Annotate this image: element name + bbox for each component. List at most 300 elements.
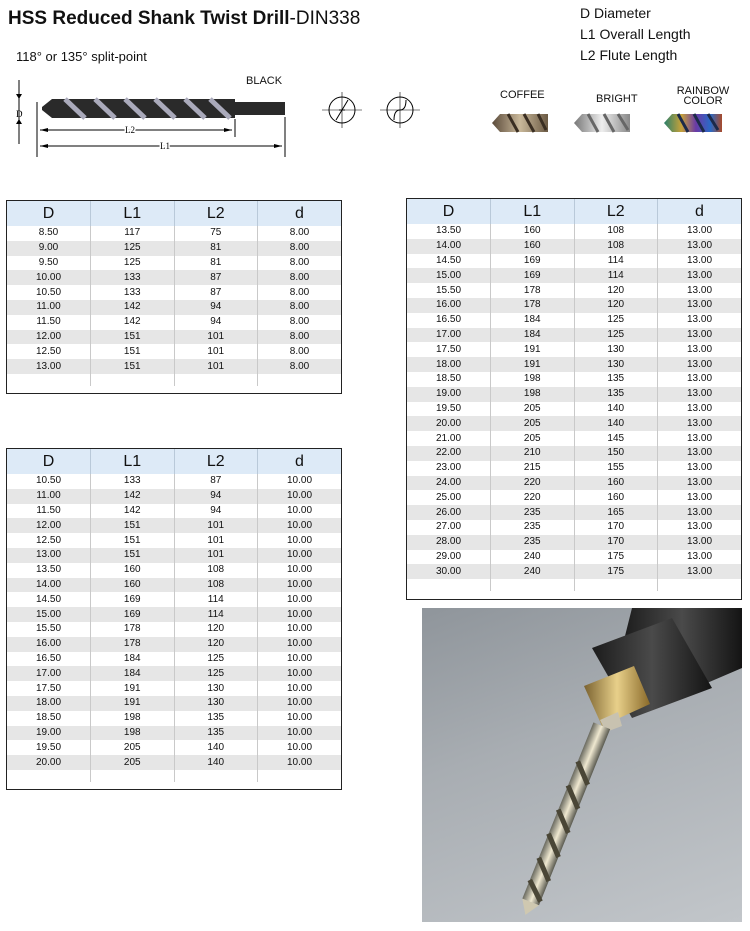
cell-l2: 101: [174, 548, 258, 563]
cell-l1: 169: [91, 607, 175, 622]
cell-diameter: 16.00: [7, 637, 91, 652]
table-row: [7, 592, 341, 607]
legend-flute-length: L2 Flute Length: [580, 47, 678, 63]
cell-diameter: 14.50: [7, 592, 91, 607]
product-photo: [422, 608, 742, 922]
table-row: [7, 518, 341, 533]
cell-diameter: 10.50: [7, 285, 91, 300]
cell-diameter: 19.00: [7, 726, 91, 741]
col-header-d-diameter: D: [7, 201, 91, 226]
finish-bright-label: BRIGHT: [596, 93, 638, 105]
table-row: [7, 755, 341, 770]
cell-diameter: 25.00: [407, 490, 491, 505]
cell-diameter: 21.00: [407, 431, 491, 446]
cell-diameter: 12.50: [7, 344, 91, 359]
cell-shank: 8.00: [258, 270, 342, 285]
table-row: [407, 446, 741, 461]
table-row: [7, 285, 341, 300]
cell-shank: 13.00: [686, 432, 713, 444]
cell-shank: 13.00: [686, 402, 713, 414]
cell-shank: 13.00: [658, 535, 742, 550]
cell-diameter: 18.50: [7, 711, 91, 726]
cell-l1: 220: [491, 476, 575, 491]
cell-l2: 87: [174, 474, 258, 489]
cell-diameter: 23.00: [407, 461, 491, 476]
cell-shank: 13.00: [686, 462, 713, 474]
cell-shank: 8.00: [258, 300, 342, 315]
cell-l2: 175: [574, 564, 658, 579]
table-row: [7, 241, 341, 256]
table-header-row: [407, 199, 741, 224]
cell-diameter: 9.50: [7, 256, 91, 271]
cell-l2: 94: [174, 315, 258, 330]
cell-l1: 125: [91, 241, 175, 256]
cell-l2: 140: [174, 740, 258, 755]
table-row: [7, 726, 341, 741]
cell-l2: 120: [574, 283, 658, 298]
table-row: [7, 270, 341, 285]
cell-l2: 81: [174, 256, 258, 271]
col-header-l1: L1: [91, 201, 175, 226]
cell-l1: 169: [91, 592, 175, 607]
cell-l2: 108: [174, 578, 258, 593]
cell-l1: 198: [91, 726, 175, 741]
cell-diameter: 19.00: [407, 387, 491, 402]
cell-shank: 13.00: [658, 476, 742, 491]
cell-l2: 150: [574, 446, 658, 461]
cell-diameter: 12.50: [7, 533, 91, 548]
cell-diameter: 15.00: [407, 268, 491, 283]
cell-l1: 125: [91, 256, 175, 271]
cell-shank: 13.00: [686, 550, 713, 562]
table-row: [7, 637, 341, 652]
cell-diameter: 14.00: [7, 578, 91, 593]
cell-diameter: 11.50: [7, 315, 91, 330]
cell-shank: 10.00: [258, 607, 342, 622]
table-row: [407, 416, 741, 431]
cell-shank: 13.00: [658, 357, 742, 372]
table-row: [7, 226, 341, 241]
table-row: [7, 533, 341, 548]
table-row: [407, 387, 741, 402]
cell-l1: 160: [491, 224, 575, 239]
table-row: [407, 505, 741, 520]
title-standard: -DIN338: [289, 8, 361, 29]
col-header-l1: L1: [91, 449, 175, 474]
cell-l1: 184: [91, 652, 175, 667]
cell-l1: 142: [91, 315, 175, 330]
finish-coffee-label: COFFEE: [500, 89, 545, 101]
cell-l1: 151: [91, 548, 175, 563]
cell-shank: 10.00: [286, 593, 313, 605]
cell-diameter: 16.00: [407, 298, 491, 313]
cell-l2: 120: [574, 298, 658, 313]
table-row: [7, 740, 341, 755]
drill-shank: [235, 102, 285, 115]
cell-l1: 151: [91, 518, 175, 533]
cell-shank: 13.00: [686, 521, 713, 533]
cell-diameter: 13.00: [7, 548, 91, 563]
cell-diameter: 16.50: [407, 313, 491, 328]
cell-diameter: 22.00: [407, 446, 491, 461]
table-row-empty: [407, 579, 741, 591]
table-header-row: [7, 201, 341, 226]
cell-l1: 205: [91, 755, 175, 770]
coffee-drill-image: [492, 114, 548, 132]
table-row: [407, 550, 741, 565]
cell-l2: 135: [574, 372, 658, 387]
table-row: [407, 520, 741, 535]
table-row: [7, 681, 341, 696]
cell-l2: 130: [574, 342, 658, 357]
cell-diameter: 13.00: [7, 359, 91, 374]
cell-l2: 75: [174, 226, 258, 241]
cell-shank: 8.00: [289, 256, 310, 268]
cell-diameter: 13.50: [407, 224, 491, 239]
cell-diameter: 15.00: [7, 607, 91, 622]
table-row: [407, 268, 741, 283]
cell-shank: 13.00: [686, 491, 713, 503]
cell-l1: 205: [91, 740, 175, 755]
col-header-shank-d: d: [658, 199, 742, 224]
cell-diameter: 9.00: [7, 241, 91, 256]
page-title: [8, 8, 360, 30]
cell-shank: 10.00: [286, 504, 313, 516]
table-header-row: [7, 449, 341, 474]
col-header-l2: L2: [174, 201, 258, 226]
cell-l2: 135: [174, 726, 258, 741]
col-header-d-diameter: D: [407, 199, 491, 224]
cell-diameter: 29.00: [407, 550, 491, 565]
cell-shank: 13.00: [658, 446, 742, 461]
cell-l2: 94: [174, 504, 258, 519]
cell-l1: 178: [491, 298, 575, 313]
cell-l2: 101: [174, 344, 258, 359]
cell-shank: 10.00: [286, 564, 313, 576]
cell-shank: 10.00: [258, 755, 342, 770]
cell-l1: 184: [91, 666, 175, 681]
cell-l1: 220: [491, 490, 575, 505]
cell-diameter: 13.50: [7, 563, 91, 578]
table-shank-8: [6, 200, 342, 394]
cell-shank: 8.00: [258, 330, 342, 345]
cell-diameter: 26.00: [407, 505, 491, 520]
col-header-l1: L1: [491, 199, 575, 224]
cell-l2: 140: [174, 755, 258, 770]
cell-l1: 205: [491, 416, 575, 431]
cell-shank: 13.00: [686, 284, 713, 296]
table-row: [7, 330, 341, 345]
cell-l1: 191: [91, 681, 175, 696]
cell-l1: 142: [91, 489, 175, 504]
table-row: [407, 461, 741, 476]
table-row-empty: [7, 374, 341, 386]
cell-l2: 94: [174, 300, 258, 315]
cell-l1: 240: [491, 550, 575, 565]
l1-label: L1: [160, 141, 170, 151]
table-row: [407, 239, 741, 254]
table-shank-13: [406, 198, 742, 600]
legend-diameter: D Diameter: [580, 5, 651, 21]
finish-black-label: BLACK: [246, 75, 283, 87]
cell-l1: 210: [491, 446, 575, 461]
table-row: [7, 578, 341, 593]
cell-diameter: 18.00: [407, 357, 491, 372]
cell-l2: 87: [174, 270, 258, 285]
cell-l1: 160: [91, 563, 175, 578]
cell-diameter: 17.00: [407, 328, 491, 343]
cell-shank: 10.00: [286, 682, 313, 694]
cell-shank: 13.00: [686, 254, 713, 266]
cell-shank: 8.00: [258, 241, 342, 256]
cell-l1: 169: [491, 268, 575, 283]
l2-label: L2: [125, 125, 135, 135]
cell-l1: 191: [91, 696, 175, 711]
table-row: [7, 652, 341, 667]
point-geometry-icons: [322, 90, 432, 130]
cell-l2: 114: [174, 592, 258, 607]
cell-diameter: 17.50: [407, 342, 491, 357]
cell-l1: 235: [491, 505, 575, 520]
cell-l2: 160: [574, 490, 658, 505]
split-point-note: 118° or 135° split-point: [16, 49, 147, 64]
table-row: [407, 476, 741, 491]
cell-l2: 145: [574, 431, 658, 446]
cell-l2: 114: [574, 254, 658, 269]
cell-l2: 160: [574, 476, 658, 491]
table-row: [7, 474, 341, 489]
cell-shank: 8.00: [289, 286, 310, 298]
table-row: [407, 490, 741, 505]
cell-diameter: 30.00: [407, 564, 491, 579]
table-row: [7, 504, 341, 519]
cell-l2: 140: [574, 402, 658, 417]
cell-diameter: 18.00: [7, 696, 91, 711]
cell-l1: 117: [91, 226, 175, 241]
cell-l2: 108: [574, 224, 658, 239]
cell-l2: 94: [174, 489, 258, 504]
cell-l2: 101: [174, 533, 258, 548]
table-row: [7, 563, 341, 578]
cell-diameter: 11.00: [7, 300, 91, 315]
table-row: [7, 315, 341, 330]
cell-diameter: 28.00: [407, 535, 491, 550]
cell-l1: 205: [491, 402, 575, 417]
cell-l2: 81: [174, 241, 258, 256]
table-row: [407, 431, 741, 446]
cell-l1: 178: [91, 637, 175, 652]
cell-l2: 170: [574, 520, 658, 535]
table-row: [7, 666, 341, 681]
cell-shank: 8.00: [289, 316, 310, 328]
cell-diameter: 11.50: [7, 504, 91, 519]
cell-shank: 13.00: [658, 387, 742, 402]
cell-l1: 235: [491, 520, 575, 535]
cell-shank: 10.00: [258, 578, 342, 593]
cell-l1: 240: [491, 564, 575, 579]
cell-shank: 13.00: [658, 416, 742, 431]
cell-diameter: 19.50: [407, 402, 491, 417]
cell-l2: 108: [174, 563, 258, 578]
cell-diameter: 10.50: [7, 474, 91, 489]
cell-l2: 87: [174, 285, 258, 300]
col-header-shank-d: d: [258, 449, 342, 474]
table-row: [407, 402, 741, 417]
table-row: [407, 342, 741, 357]
cell-l2: 130: [574, 357, 658, 372]
cell-shank: 10.00: [286, 741, 313, 753]
cell-shank: 10.00: [258, 518, 342, 533]
cell-shank: 10.00: [286, 712, 313, 724]
table-row: [407, 313, 741, 328]
cell-diameter: 27.00: [407, 520, 491, 535]
cell-l1: 133: [91, 270, 175, 285]
cell-l2: 101: [174, 330, 258, 345]
cell-l2: 114: [574, 268, 658, 283]
table-row: [7, 300, 341, 315]
drill-in-chuck-image: [422, 608, 742, 922]
cell-l1: 178: [91, 622, 175, 637]
table-row: [7, 344, 341, 359]
table-row: [407, 372, 741, 387]
finish-rainbow-label: RAINBOW COLOR: [676, 85, 730, 107]
table-row: [7, 696, 341, 711]
cell-shank: 8.00: [289, 227, 310, 239]
cell-l2: 135: [574, 387, 658, 402]
table-row: [7, 548, 341, 563]
cell-shank: 8.00: [258, 359, 342, 374]
cell-diameter: 12.00: [7, 330, 91, 345]
cell-shank: 13.00: [686, 343, 713, 355]
cell-l2: 114: [174, 607, 258, 622]
cell-l1: 160: [491, 239, 575, 254]
cell-l1: 151: [91, 344, 175, 359]
cell-l2: 120: [174, 622, 258, 637]
cell-shank: 10.00: [258, 548, 342, 563]
cell-diameter: 20.00: [7, 755, 91, 770]
cell-l1: 184: [491, 313, 575, 328]
cell-l2: 130: [174, 696, 258, 711]
table-row: [407, 298, 741, 313]
cell-l2: 155: [574, 461, 658, 476]
cell-shank: 10.00: [286, 475, 313, 487]
cell-diameter: 8.50: [7, 226, 91, 241]
cell-shank: 13.00: [686, 225, 713, 237]
d-label: D: [16, 109, 23, 119]
cell-shank: 10.00: [258, 666, 342, 681]
table-row: [407, 564, 741, 579]
cell-l1: 142: [91, 300, 175, 315]
bright-drill-image: [574, 114, 630, 132]
cell-diameter: 19.50: [7, 740, 91, 755]
cell-l2: 125: [574, 313, 658, 328]
cell-l2: 165: [574, 505, 658, 520]
table-row: [407, 254, 741, 269]
table-row: [7, 359, 341, 374]
cell-l1: 142: [91, 504, 175, 519]
cell-shank: 13.00: [658, 239, 742, 254]
cell-diameter: 14.50: [407, 254, 491, 269]
cell-l2: 101: [174, 359, 258, 374]
cell-l1: 198: [491, 387, 575, 402]
rainbow-drill-image: [664, 114, 722, 132]
cell-l2: 125: [174, 666, 258, 681]
cell-l2: 135: [174, 711, 258, 726]
cell-diameter: 14.00: [407, 239, 491, 254]
title-bold: HSS Reduced Shank Twist Drill: [8, 8, 290, 29]
col-header-l2: L2: [174, 449, 258, 474]
col-header-shank-d: d: [258, 201, 342, 226]
cell-l1: 151: [91, 359, 175, 374]
cell-shank: 10.00: [258, 489, 342, 504]
table-row: [407, 283, 741, 298]
dimension-legend: [580, 3, 691, 66]
table-row: [7, 256, 341, 271]
cell-l2: 108: [574, 239, 658, 254]
cell-l1: 133: [91, 474, 175, 489]
cell-l2: 170: [574, 535, 658, 550]
cell-l2: 101: [174, 518, 258, 533]
cell-l1: 191: [491, 357, 575, 372]
cell-l2: 130: [174, 681, 258, 696]
cell-l1: 184: [491, 328, 575, 343]
cell-shank: 13.00: [658, 564, 742, 579]
cell-l2: 175: [574, 550, 658, 565]
col-header-d-diameter: D: [7, 449, 91, 474]
table-row: [407, 357, 741, 372]
cell-shank: 13.00: [686, 314, 713, 326]
cell-l1: 205: [491, 431, 575, 446]
cell-l1: 160: [91, 578, 175, 593]
cell-diameter: 18.50: [407, 372, 491, 387]
cell-shank: 10.00: [286, 623, 313, 635]
cell-l1: 151: [91, 330, 175, 345]
cell-diameter: 20.00: [407, 416, 491, 431]
table-shank-10: [6, 448, 342, 790]
table-row: [7, 711, 341, 726]
cell-shank: 10.00: [286, 652, 313, 664]
finish-samples: [490, 110, 750, 136]
table-row: [407, 535, 741, 550]
cell-diameter: 24.00: [407, 476, 491, 491]
cell-shank: 13.00: [658, 328, 742, 343]
cell-l2: 120: [174, 637, 258, 652]
table-row: [7, 489, 341, 504]
cell-l2: 140: [574, 416, 658, 431]
table-row: [407, 328, 741, 343]
cell-diameter: 16.50: [7, 652, 91, 667]
cell-shank: 10.00: [286, 534, 313, 546]
cell-l2: 125: [574, 328, 658, 343]
cell-l1: 178: [491, 283, 575, 298]
cell-shank: 10.00: [258, 637, 342, 652]
cell-shank: 10.00: [258, 696, 342, 711]
cell-l1: 169: [491, 254, 575, 269]
cell-l1: 151: [91, 533, 175, 548]
col-header-l2: L2: [574, 199, 658, 224]
cell-shank: 8.00: [289, 345, 310, 357]
cell-shank: 10.00: [258, 726, 342, 741]
cell-l1: 198: [91, 711, 175, 726]
table-row: [7, 607, 341, 622]
cell-shank: 13.00: [658, 268, 742, 283]
table-row-empty: [7, 770, 341, 782]
cell-l1: 198: [491, 372, 575, 387]
cell-l1: 215: [491, 461, 575, 476]
cell-shank: 13.00: [658, 298, 742, 313]
cell-diameter: 15.50: [407, 283, 491, 298]
table-row: [7, 622, 341, 637]
